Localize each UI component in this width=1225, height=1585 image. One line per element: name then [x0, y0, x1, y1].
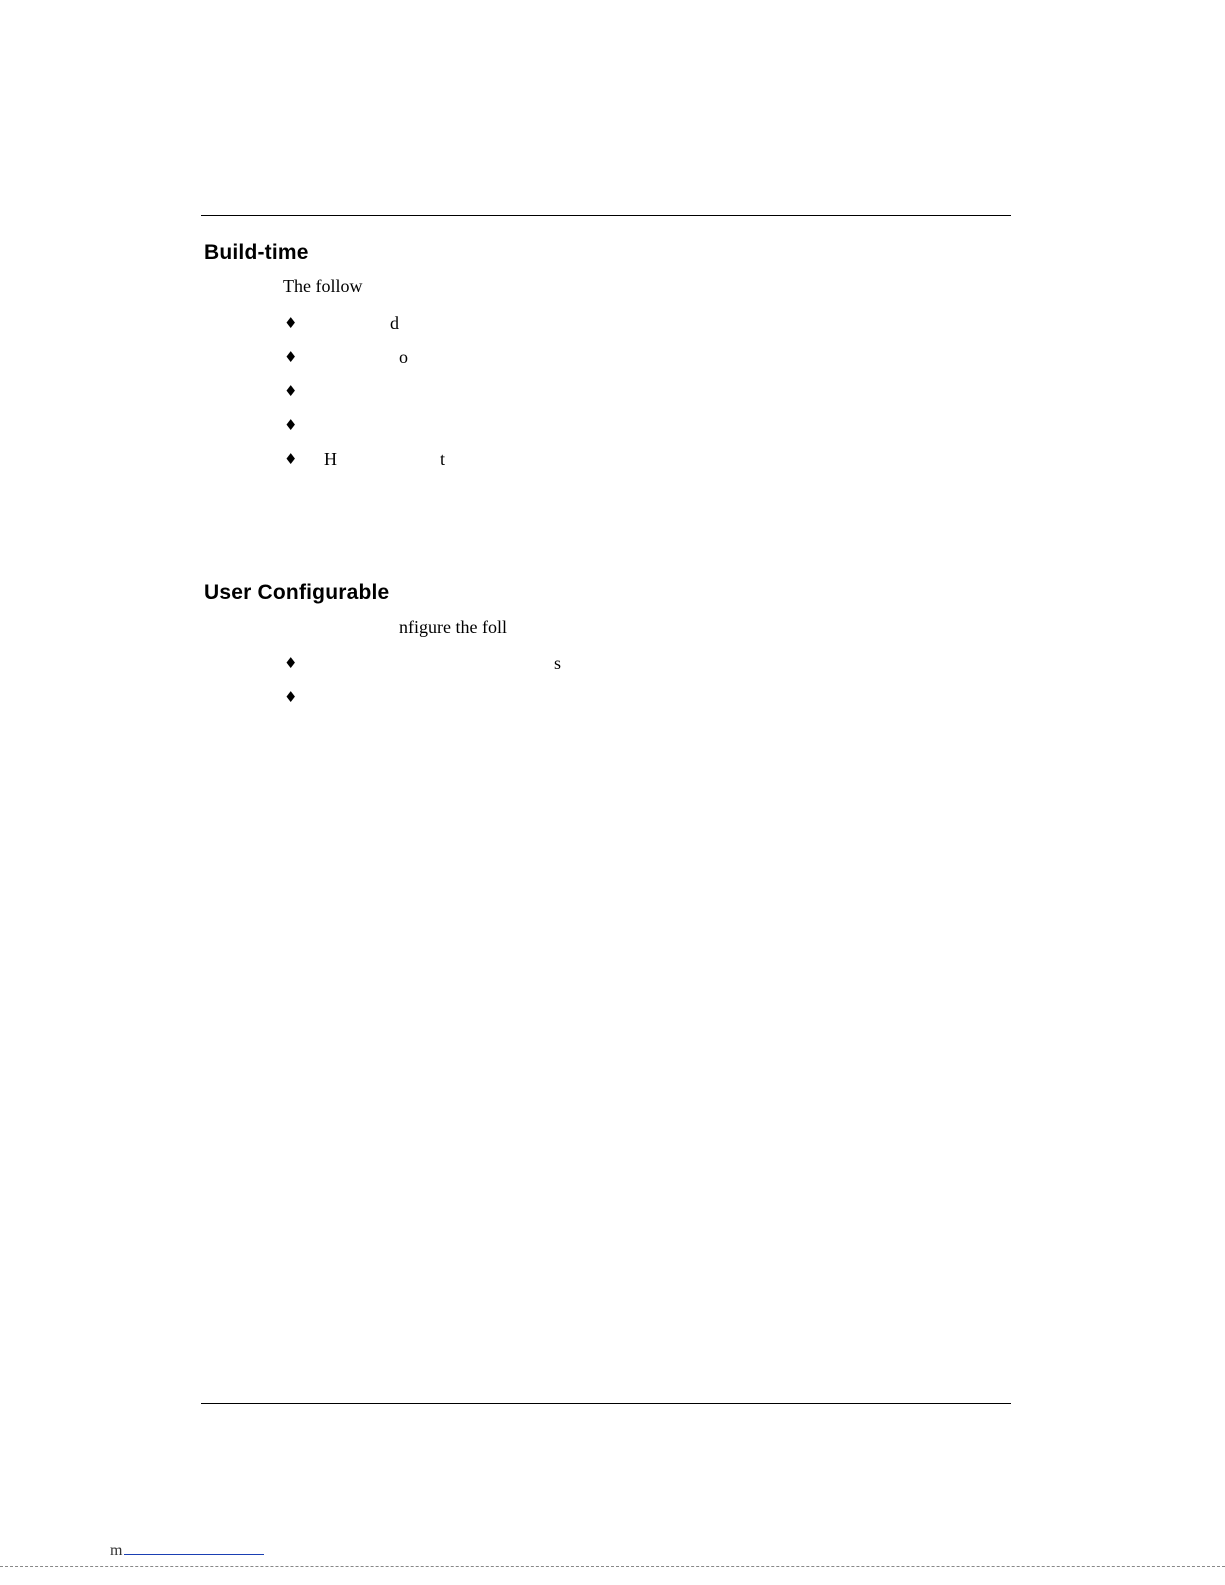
- list-item: [284, 413, 302, 437]
- bullet-text-fragment: d: [390, 313, 399, 333]
- top-rule: [201, 215, 1011, 216]
- diamond-bullet-icon: ♦: [284, 382, 298, 400]
- list-item: [284, 685, 302, 709]
- diamond-bullet-icon: ♦: [284, 654, 298, 672]
- footer-text: m: [110, 1542, 123, 1559]
- bullet-text-fragment: o: [399, 347, 408, 367]
- diamond-bullet-icon: ♦: [284, 348, 298, 366]
- list-item: [284, 379, 302, 403]
- diamond-bullet-icon: ♦: [284, 416, 298, 434]
- bullet-text-fragment: t: [440, 449, 446, 469]
- diamond-bullet-icon: ♦: [284, 450, 298, 468]
- bullet-text-fragment: H: [324, 449, 337, 469]
- section-intro-build-time: The follow: [283, 276, 363, 296]
- diamond-bullet-icon: ♦: [284, 314, 298, 332]
- section-heading-user-configurable: User Configurable: [204, 581, 390, 604]
- list-item: [284, 447, 446, 471]
- bullet-text-fragment: s: [554, 653, 562, 673]
- bottom-rule: [201, 1403, 1011, 1404]
- footer-link[interactable]: [124, 1540, 264, 1555]
- list-item: [284, 651, 562, 675]
- section-intro-user-configurable: nfigure the foll: [399, 617, 507, 637]
- list-item: [284, 345, 408, 369]
- page-footer: [110, 1540, 264, 1560]
- page-bottom-edge: [0, 1566, 1225, 1567]
- list-item: [284, 311, 399, 335]
- diamond-bullet-icon: ♦: [284, 688, 298, 706]
- section-heading-build-time: Build-time: [204, 241, 309, 264]
